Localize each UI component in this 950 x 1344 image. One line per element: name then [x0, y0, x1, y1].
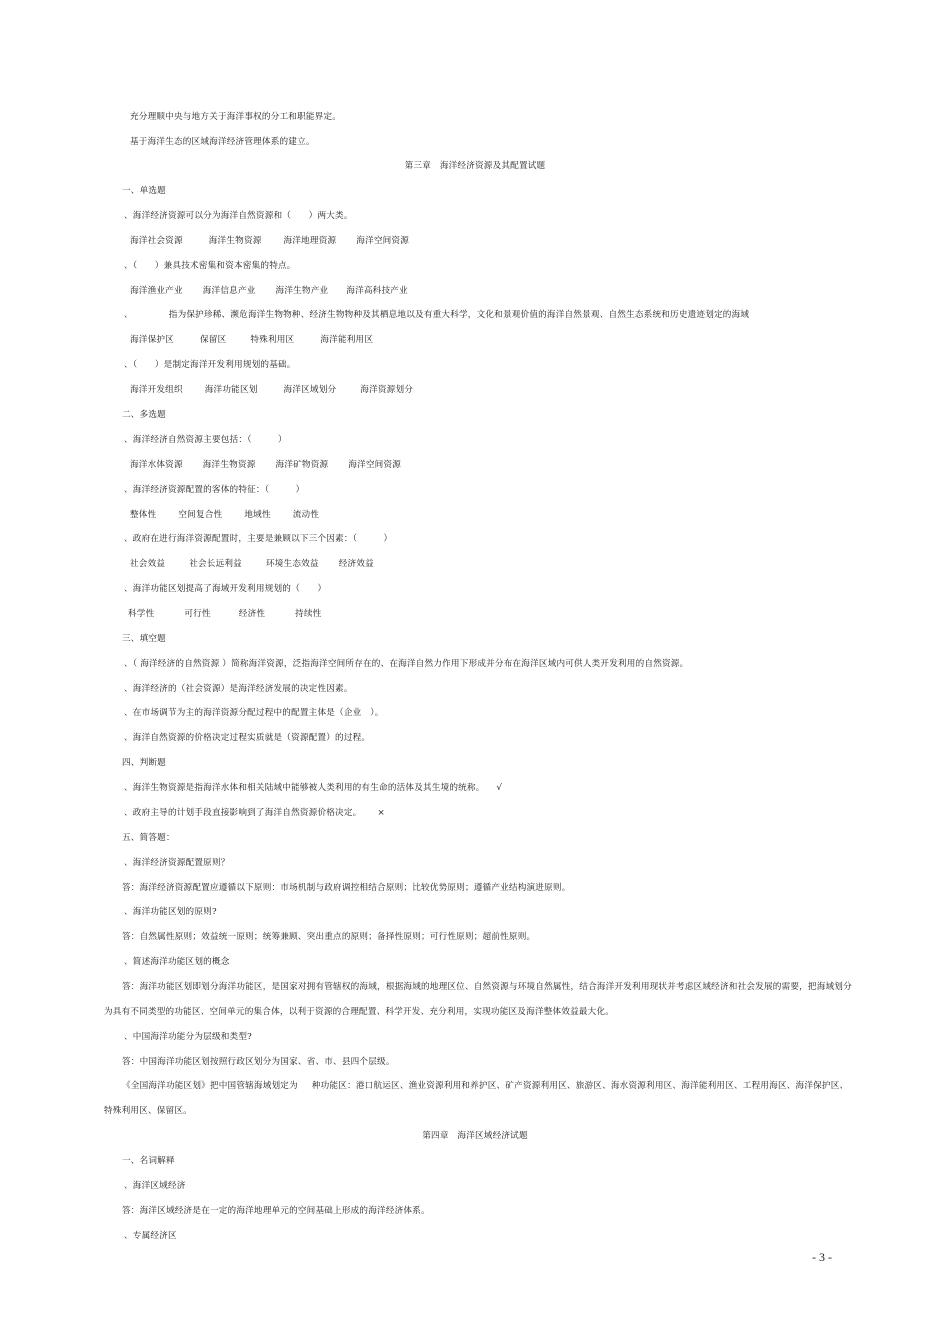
- options-row: [130, 285, 408, 297]
- question: 、（ ）是制定海洋开发利用规划的基础。: [124, 360, 296, 370]
- question: 、海洋功能区划提高了海域开发利用规划的（ ）: [124, 584, 327, 594]
- option: 可行性: [184, 609, 211, 619]
- option: 海洋社会资源: [130, 236, 183, 246]
- options-row: [130, 509, 319, 521]
- option: 环境生态效益: [265, 559, 319, 569]
- question: 、海洋经济资源配置原则？: [124, 858, 230, 868]
- question: 、海洋生物资源是指海洋水体和相关陆域中能够被人类利用的有生命的活体及其生境的统称。 √: [124, 783, 503, 793]
- answer: 答：中国海洋功能区划按照行政区划分为国家、省、市、县四个层级。: [122, 1057, 395, 1067]
- question: 、在市场调节为主的海洋资源分配过程中的配置主体是（企业 ）。: [124, 708, 384, 718]
- answer-mark: √: [496, 783, 503, 793]
- option: 经济效益: [338, 559, 374, 569]
- option: 海洋矿物资源: [275, 460, 329, 470]
- chapter-heading: 第三章 海洋经济资源及其配置试题: [404, 161, 546, 171]
- answer: 答：海洋功能区划即划分海洋功能区，是国家对拥有管辖权的海域，根据海域的地理区位、自然资源与环境自然属性，结合海洋开发利用现状并考虑区域经济和社会发展的需要，把海域划分: [122, 982, 852, 992]
- question: 、海洋功能区划的原则?: [124, 907, 217, 917]
- options-row: [130, 384, 413, 396]
- question: 、政府主导的计划手段直接影响到了海洋自然资源价格决定。 ×: [124, 808, 385, 818]
- question: 、海洋自然资源的价格决定过程实质就是（资源配置）的过程。: [124, 733, 371, 743]
- option: 海洋地理资源: [283, 236, 337, 246]
- option: 海洋生物资源: [202, 460, 256, 470]
- option: 社会长远利益: [189, 559, 242, 569]
- answer: 为具有不同类型的功能区、空间单元的集合体，以利于资源的合理配置、科学开发、充分利用，实现功能区及海洋整体效益最大化。: [104, 1007, 615, 1017]
- option: 特殊利用区: [250, 335, 295, 345]
- option: 海洋开发组织: [130, 385, 183, 395]
- option: 海洋保护区: [130, 335, 174, 345]
- option: 空间复合性: [178, 510, 223, 520]
- section-heading: 一、名词解释: [122, 1156, 175, 1166]
- option: 海洋区域划分: [283, 385, 337, 395]
- option: 保留区: [199, 335, 227, 345]
- options-row: [130, 459, 401, 471]
- question: 、海洋经济的（社会资源）是海洋经济发展的决定性因素。: [124, 684, 353, 694]
- option: 海洋生物资源: [208, 236, 262, 246]
- option: 地域性: [244, 510, 271, 520]
- question: 、海洋经济资源可以分为海洋自然资源和（ ）两大类。: [124, 211, 353, 221]
- option: 海洋功能区划: [204, 385, 258, 395]
- question: 、海洋经济自然资源主要包括：（ ）: [124, 435, 287, 445]
- text-line: 充分理顺中央与地方关于海洋事权的分工和职能界定。: [130, 112, 342, 122]
- question: 、中国海洋功能分为层级和类型?: [124, 1032, 252, 1042]
- section-heading: 五、简答题：: [122, 833, 175, 843]
- option: 海洋水体资源: [130, 460, 183, 470]
- option: 社会效益: [130, 559, 166, 569]
- option: 海洋高科技产业: [346, 286, 408, 296]
- option: 经济性: [238, 609, 266, 619]
- section-heading: 三、填空题: [122, 634, 166, 644]
- options-row: [130, 235, 409, 247]
- option: 流动性: [292, 510, 320, 520]
- text-line: 基于海洋生态的区域海洋经济管理体系的建立。: [130, 137, 315, 147]
- option: 海洋空间资源: [356, 236, 410, 246]
- question: 、政府在进行海洋资源配置时，主要是兼顾以下三个因素：（ ）: [124, 534, 393, 544]
- question: 、海洋区域经济: [124, 1181, 186, 1191]
- question: 、简述海洋功能区划的概念: [124, 957, 230, 967]
- answer: 特殊利用区、保留区。: [104, 1106, 192, 1116]
- options-row: [128, 608, 322, 620]
- option: 海洋能利用区: [320, 335, 374, 345]
- section-heading: 四、判断题: [122, 758, 166, 768]
- option: 整体性: [130, 510, 157, 520]
- section-heading: 一、单选题: [122, 186, 166, 196]
- option: 海洋资源划分: [360, 385, 414, 395]
- question: 、（ ）兼具技术密集和资本密集的特点。: [124, 261, 296, 271]
- chapter-heading: 第四章 海洋区域经济试题: [422, 1131, 528, 1141]
- question: 、 指为保护珍稀、濒危海洋生物物种、经济生物物种及其栖息地以及有重大科学，文化和景观价值的海洋自然景观、自然生态系统和历史遗迹划定的海域: [124, 310, 750, 320]
- page-number: - 3 -: [812, 1250, 832, 1264]
- option: 海洋生物产业: [275, 286, 329, 296]
- question: 、（ 海洋经济的自然资源 ）简称海洋资源，泛指海洋空间所存在的、在海洋自然力作用下形成并分布在海洋区域内可供人类开发利用的自然资源。: [124, 659, 689, 669]
- option: 科学性: [128, 609, 155, 619]
- answer: 答：海洋区域经济是在一定的海洋地理单元的空间基础上形成的海洋经济体系。: [122, 1206, 430, 1216]
- question: 、专属经济区: [124, 1231, 177, 1241]
- option: 海洋信息产业: [202, 286, 256, 296]
- answer: 《全国海洋功能区划》把中国管辖海域划定为 种功能区：港口航运区、渔业资源利用和养护区、矿产资源利用区、旅游区、海水资源利用区、海洋能利用区、工程用海区、海洋保护区、: [122, 1081, 849, 1091]
- answer: 答：海洋经济资源配置应遵循以下原则：市场机制与政府调控相结合原则；比较优势原则；遵循产业结构演进原则。: [122, 883, 571, 893]
- section-heading: 二、多选题: [122, 410, 166, 420]
- answer: 答：自然属性原则；效益统一原则；统筹兼顾、突出重点的原则；备择性原则；可行性原则；超前性原则。: [122, 932, 536, 942]
- answer-mark: ×: [377, 808, 385, 818]
- question: 、海洋经济资源配置的客体的特征：（ ）: [124, 485, 305, 495]
- option: 持续性: [295, 609, 322, 619]
- options-row: [130, 334, 373, 346]
- option: 海洋渔业产业: [130, 286, 183, 296]
- options-row: [130, 558, 374, 570]
- option: 海洋空间资源: [348, 460, 402, 470]
